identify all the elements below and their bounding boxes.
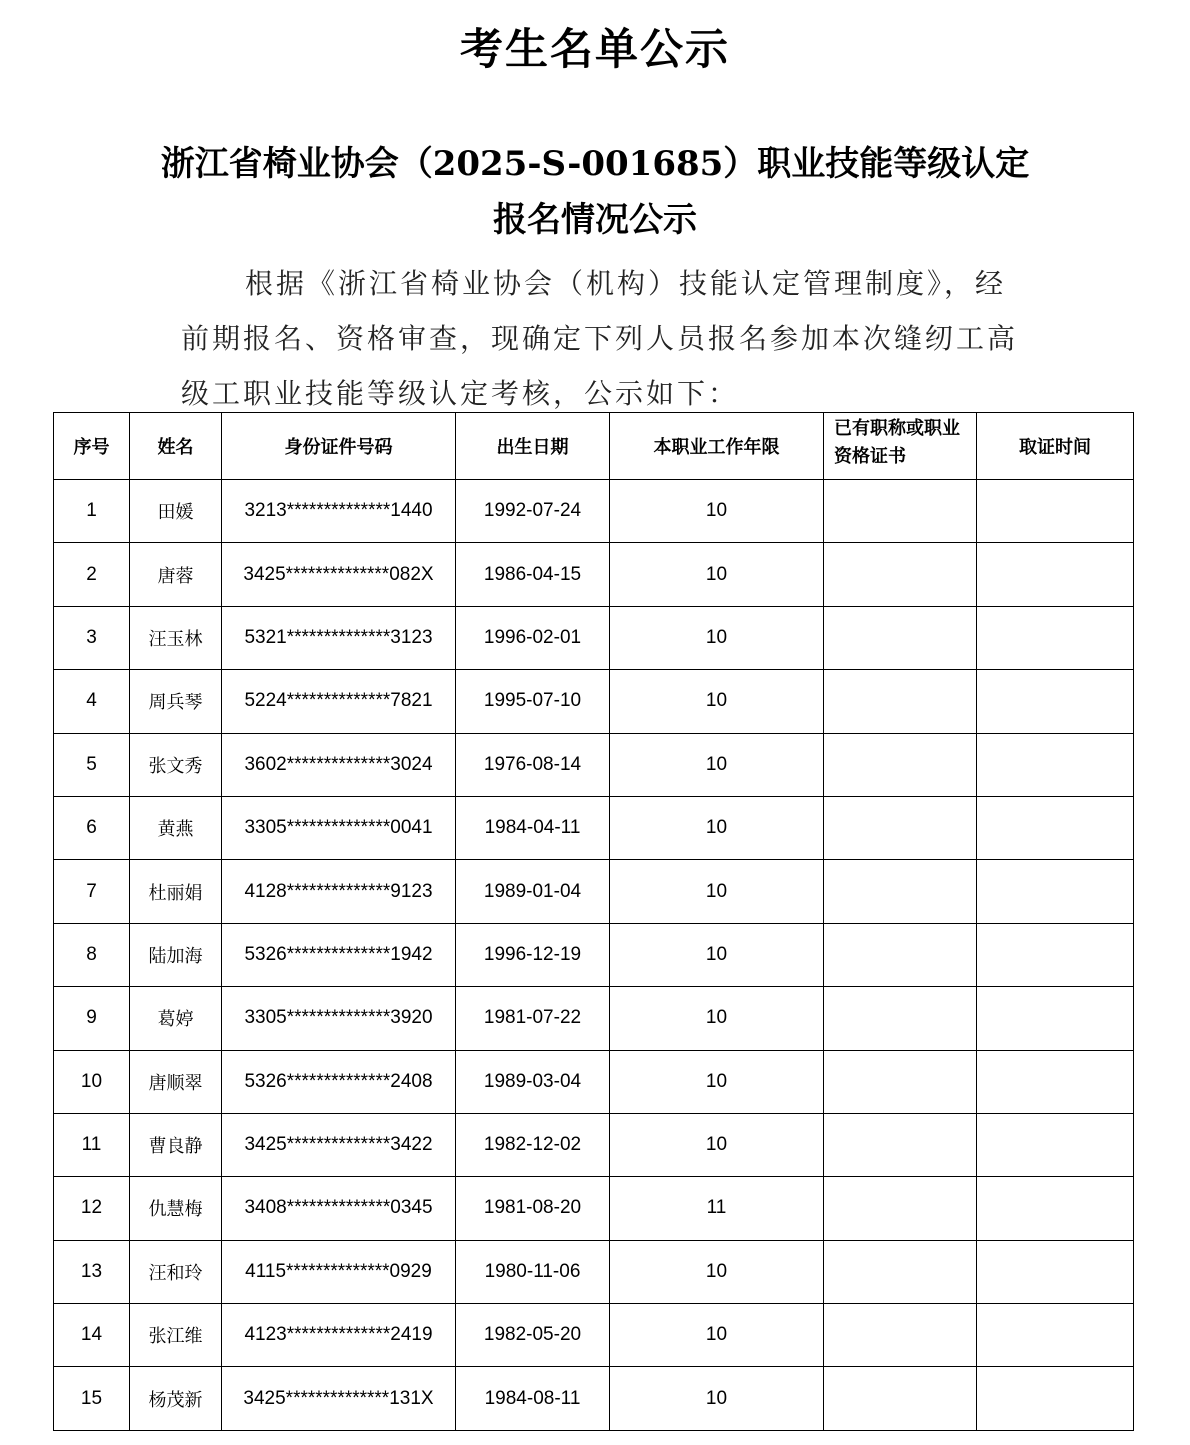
cell-birth-date: 1989-01-04: [456, 860, 610, 923]
cell-cert-date: [977, 733, 1134, 796]
cell-name: 张文秀: [130, 733, 222, 796]
cell-existing-certificate: [824, 670, 977, 733]
cell-birth-date: 1992-07-24: [456, 480, 610, 543]
cell-existing-certificate: [824, 1050, 977, 1113]
header-existing-certificate: 已有职称或职业资格证书: [824, 413, 977, 480]
header-id-number: 身份证件号码: [222, 413, 456, 480]
cell-birth-date: 1984-08-11: [456, 1367, 610, 1430]
header-birth-date: 出生日期: [456, 413, 610, 480]
cell-work-years: 10: [610, 987, 824, 1050]
cell-work-years: 11: [610, 1177, 824, 1240]
cell-existing-certificate: [824, 480, 977, 543]
cell-work-years: 10: [610, 796, 824, 859]
table-row: [54, 480, 1134, 543]
cell-seq: 9: [54, 987, 130, 1050]
cell-id-number: 3602**************3024: [222, 733, 456, 796]
cell-work-years: 10: [610, 543, 824, 606]
cell-seq: 4: [54, 670, 130, 733]
cell-birth-date: 1981-07-22: [456, 987, 610, 1050]
cell-cert-date: [977, 860, 1134, 923]
header-name: 姓名: [130, 413, 222, 480]
cell-cert-date: [977, 606, 1134, 669]
cell-cert-date: [977, 670, 1134, 733]
cell-id-number: 4123**************2419: [222, 1304, 456, 1367]
cell-birth-date: 1976-08-14: [456, 733, 610, 796]
cell-name: 汪和玲: [130, 1240, 222, 1303]
cell-id-number: 4128**************9123: [222, 860, 456, 923]
table-header-row: [54, 413, 1134, 480]
cell-work-years: 10: [610, 1367, 824, 1430]
cell-id-number: 5326**************1942: [222, 923, 456, 986]
table-row: [54, 987, 1134, 1050]
cell-seq: 3: [54, 606, 130, 669]
table-row: [54, 1240, 1134, 1303]
cell-name: 葛婷: [130, 987, 222, 1050]
cell-work-years: 10: [610, 1304, 824, 1367]
cell-work-years: 10: [610, 923, 824, 986]
cell-work-years: 10: [610, 733, 824, 796]
table-row: [54, 543, 1134, 606]
cell-seq: 12: [54, 1177, 130, 1240]
cell-id-number: 5321**************3123: [222, 606, 456, 669]
cell-birth-date: 1981-08-20: [456, 1177, 610, 1240]
cell-cert-date: [977, 923, 1134, 986]
cell-seq: 11: [54, 1113, 130, 1176]
cell-seq: 13: [54, 1240, 130, 1303]
cell-id-number: 3305**************0041: [222, 796, 456, 859]
cell-cert-date: [977, 1367, 1134, 1430]
cell-name: 唐顺翠: [130, 1050, 222, 1113]
cell-existing-certificate: [824, 1177, 977, 1240]
header-work-years: 本职业工作年限: [610, 413, 824, 480]
cell-name: 曹良静: [130, 1113, 222, 1176]
cell-existing-certificate: [824, 543, 977, 606]
cell-existing-certificate: [824, 733, 977, 796]
cell-cert-date: [977, 543, 1134, 606]
cell-id-number: 3213**************1440: [222, 480, 456, 543]
cell-cert-date: [977, 1177, 1134, 1240]
cell-seq: 8: [54, 923, 130, 986]
cell-id-number: 5224**************7821: [222, 670, 456, 733]
cell-cert-date: [977, 480, 1134, 543]
cell-work-years: 10: [610, 670, 824, 733]
cell-cert-date: [977, 1240, 1134, 1303]
cell-name: 周兵琴: [130, 670, 222, 733]
cell-birth-date: 1996-12-19: [456, 923, 610, 986]
cell-cert-date: [977, 796, 1134, 859]
cell-seq: 6: [54, 796, 130, 859]
cell-existing-certificate: [824, 796, 977, 859]
cell-existing-certificate: [824, 1113, 977, 1176]
cell-work-years: 10: [610, 606, 824, 669]
table-row: [54, 606, 1134, 669]
cell-existing-certificate: [824, 923, 977, 986]
cell-cert-date: [977, 1113, 1134, 1176]
cell-id-number: 5326**************2408: [222, 1050, 456, 1113]
intro-paragraph: 根据《浙江省椅业协会（机构）技能认定管理制度》，经前期报名、资格审查，现确定下列人员报名参加本次缝纫工高级工职业技能等级认定考核，公示如下：: [181, 267, 1019, 410]
cell-seq: 15: [54, 1367, 130, 1430]
candidate-table: [53, 412, 1134, 1431]
cell-cert-date: [977, 987, 1134, 1050]
cell-existing-certificate: [824, 1367, 977, 1430]
cell-work-years: 10: [610, 860, 824, 923]
table-row: [54, 860, 1134, 923]
cell-name: 汪玉林: [130, 606, 222, 669]
table-row: [54, 733, 1134, 796]
cell-seq: 1: [54, 480, 130, 543]
cell-id-number: 3305**************3920: [222, 987, 456, 1050]
table-body: [54, 480, 1134, 1431]
cell-name: 杨茂新: [130, 1367, 222, 1430]
cell-birth-date: 1984-04-11: [456, 796, 610, 859]
table-row: [54, 1050, 1134, 1113]
cell-name: 仇慧梅: [130, 1177, 222, 1240]
cell-id-number: 3425**************082X: [222, 543, 456, 606]
cell-seq: 14: [54, 1304, 130, 1367]
cell-id-number: 3425**************3422: [222, 1113, 456, 1176]
cell-existing-certificate: [824, 1304, 977, 1367]
cell-name: 张江维: [130, 1304, 222, 1367]
table-row: [54, 670, 1134, 733]
cell-name: 杜丽娟: [130, 860, 222, 923]
cell-name: 田媛: [130, 480, 222, 543]
cell-birth-date: 1980-11-06: [456, 1240, 610, 1303]
table-row: [54, 1177, 1134, 1240]
cell-work-years: 10: [610, 1113, 824, 1176]
cell-name: 陆加海: [130, 923, 222, 986]
cell-cert-date: [977, 1050, 1134, 1113]
cell-birth-date: 1995-07-10: [456, 670, 610, 733]
cell-birth-date: 1982-05-20: [456, 1304, 610, 1367]
cell-birth-date: 1986-04-15: [456, 543, 610, 606]
cell-seq: 10: [54, 1050, 130, 1113]
page-title: 考生名单公示: [460, 25, 730, 75]
table-row: [54, 796, 1134, 859]
cell-birth-date: 1996-02-01: [456, 606, 610, 669]
cell-existing-certificate: [824, 860, 977, 923]
cell-work-years: 10: [610, 1240, 824, 1303]
cell-birth-date: 1982-12-02: [456, 1113, 610, 1176]
cell-work-years: 10: [610, 1050, 824, 1113]
cell-name: 唐蓉: [130, 543, 222, 606]
cell-existing-certificate: [824, 1240, 977, 1303]
notice-subtitle-line1: 浙江省椅业协会（2025-S-001685）职业技能等级认定: [160, 144, 1030, 184]
table-row: [54, 1304, 1134, 1367]
cell-birth-date: 1989-03-04: [456, 1050, 610, 1113]
table-row: [54, 1113, 1134, 1176]
cell-existing-certificate: [824, 606, 977, 669]
cell-seq: 5: [54, 733, 130, 796]
cell-id-number: 4115**************0929: [222, 1240, 456, 1303]
cell-seq: 7: [54, 860, 130, 923]
cell-work-years: 10: [610, 480, 824, 543]
notice-subtitle-line2: 报名情况公示: [493, 200, 697, 240]
table-row: [54, 923, 1134, 986]
cell-name: 黄燕: [130, 796, 222, 859]
header-cert-date: 取证时间: [977, 413, 1134, 480]
header-seq: 序号: [54, 413, 130, 480]
cell-cert-date: [977, 1304, 1134, 1367]
cell-seq: 2: [54, 543, 130, 606]
table-row: [54, 1367, 1134, 1430]
cell-id-number: 3408**************0345: [222, 1177, 456, 1240]
cell-id-number: 3425**************131X: [222, 1367, 456, 1430]
cell-existing-certificate: [824, 987, 977, 1050]
